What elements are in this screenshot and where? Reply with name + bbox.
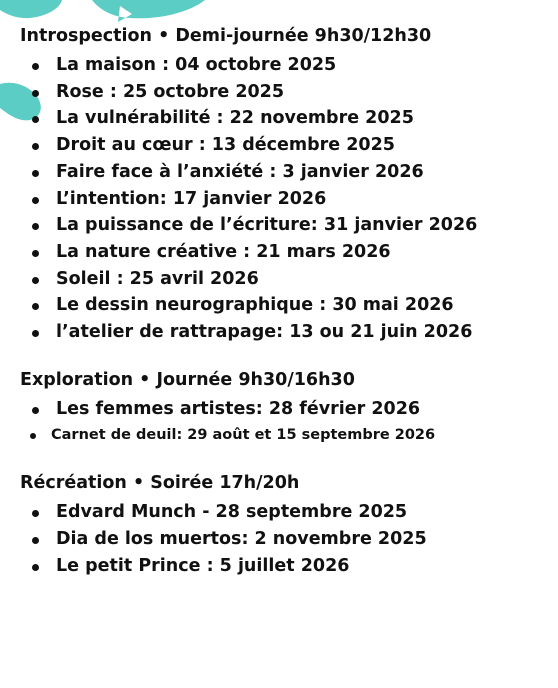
- list-item: Faire face à l’anxiété : 3 janvier 2026: [20, 159, 556, 186]
- list-item: La maison : 04 octobre 2025: [20, 52, 556, 79]
- schedule-content: [20, 24, 556, 579]
- teal-leaf-shape-top-left: [0, 0, 62, 18]
- workshop-list: [20, 499, 556, 579]
- list-item: La vulnérabilité : 22 novembre 2025: [20, 105, 556, 132]
- list-item: Dia de los muertos: 2 novembre 2025: [20, 526, 556, 553]
- list-item: l’atelier de rattrapage: 13 ou 21 juin 2026: [20, 319, 556, 346]
- list-item: La puissance de l’écriture: 31 janvier 2026: [20, 212, 556, 239]
- list-item: Le dessin neurographique : 30 mai 2026: [20, 292, 556, 319]
- section-title: Introspection • Demi-journée 9h30/12h30: [20, 26, 432, 46]
- section-recreation: [20, 471, 556, 579]
- list-item: Carnet de deuil: 29 août et 15 septembre 2026: [20, 422, 556, 449]
- section-title: Récréation • Soirée 17h/20h: [20, 473, 300, 494]
- section-title: Exploration • Journée 9h30/16h30: [20, 369, 355, 390]
- list-item: Soleil : 25 avril 2026: [20, 266, 556, 293]
- list-item: Droit au cœur : 13 décembre 2025: [20, 132, 556, 159]
- list-item: Le petit Prince : 5 juillet 2026: [20, 553, 556, 580]
- list-item: Les femmes artistes: 28 février 2026: [20, 396, 556, 423]
- list-item: L’intention: 17 janvier 2026: [20, 186, 556, 213]
- workshop-list: [20, 52, 556, 346]
- section-exploration: [20, 368, 556, 449]
- list-item: Edvard Munch - 28 septembre 2025: [20, 499, 556, 526]
- workshop-list: [20, 396, 556, 449]
- list-item: La nature créative : 21 mars 2026: [20, 239, 556, 266]
- teal-fish-shape-top: [92, 0, 205, 22]
- list-item: Rose : 25 octobre 2025: [20, 79, 556, 106]
- section-introspection: [20, 24, 556, 346]
